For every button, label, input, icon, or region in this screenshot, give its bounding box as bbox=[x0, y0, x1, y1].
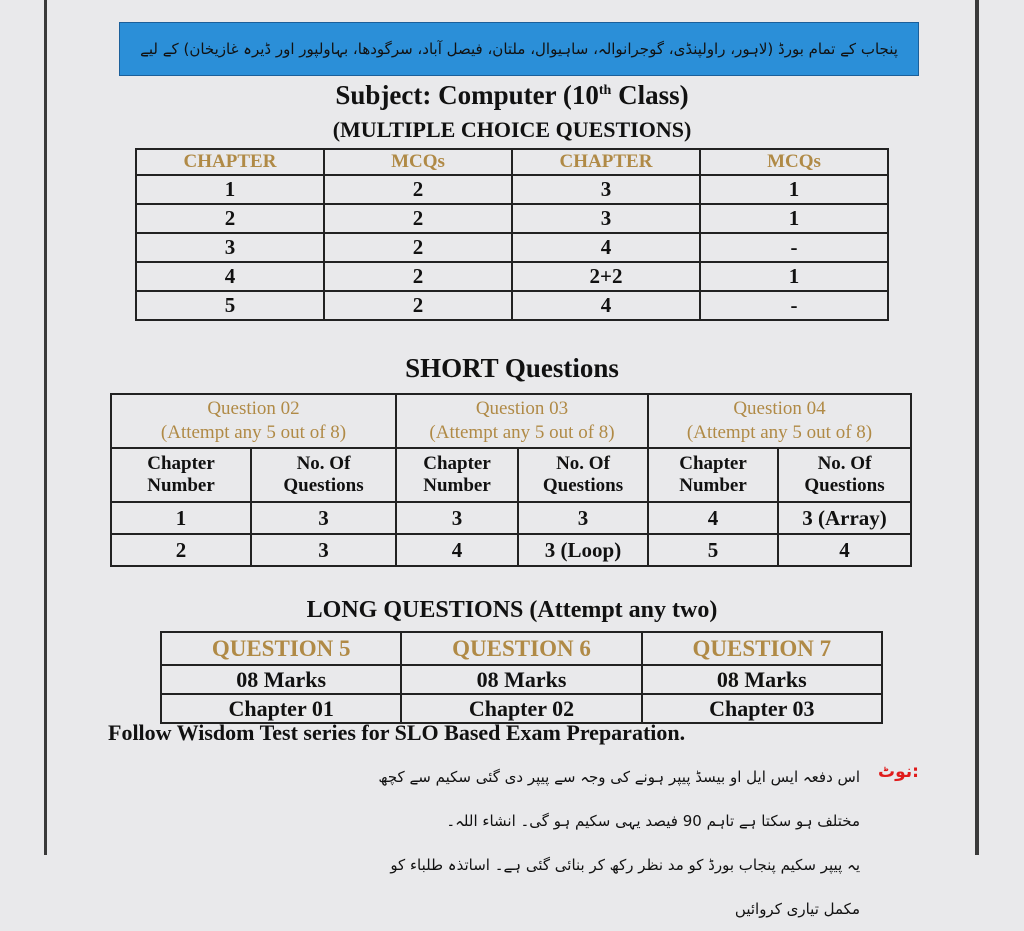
banner-text: پنجاب کے تمام بورڈ (لاہور، راولپنڈی، گوجرانوالہ، ساہیوال، ملتان، فیصل آباد، سرگودھا، بہاولپور اور ڈیرہ غازیخان) کے لیے bbox=[140, 40, 898, 58]
subheader-line: No. Of bbox=[296, 453, 351, 474]
marks-cell: 08 Marks bbox=[642, 665, 882, 694]
subheader-line: Number bbox=[679, 475, 747, 496]
short-cell: 3 bbox=[251, 534, 396, 566]
mcq-cell: 1 bbox=[700, 262, 888, 291]
short-group-header bbox=[111, 394, 396, 448]
mcq-cell: 3 bbox=[136, 233, 324, 262]
mcq-cell: 1 bbox=[700, 204, 888, 233]
note-line: اس دفعہ ایس ایل او بیسڈ پیپر ہونے کی وجہ سے پیپر دی گئی سکیم سے کچھ مختلف ہو سکتا ہے تاہم 90 فیصد یہی سکیم ہو گی۔ انشاء اللہ۔ bbox=[378, 768, 860, 830]
mcq-cell: 1 bbox=[136, 175, 324, 204]
long-header-cell: QUESTION 7 bbox=[642, 632, 882, 665]
table-row bbox=[111, 534, 911, 566]
group-title: Question 02 bbox=[207, 398, 300, 419]
subject-title bbox=[0, 80, 1024, 111]
short-subheader-row bbox=[111, 448, 911, 502]
subheader-line: Questions bbox=[283, 475, 364, 496]
short-cell: 2 bbox=[111, 534, 251, 566]
mcq-table bbox=[135, 148, 889, 321]
short-cell: 4 bbox=[778, 534, 911, 566]
short-group-row bbox=[111, 394, 911, 448]
short-questions-table bbox=[110, 393, 912, 567]
table-row bbox=[111, 502, 911, 534]
short-cell: 3 bbox=[396, 502, 518, 534]
table-row bbox=[136, 262, 888, 291]
note-line: یہ پیپر سکیم پنجاب بورڈ کو مد نظر رکھ کر بنائی گئی ہے۔ اساتذہ طلباء کو مکمل تیاری کروائیں bbox=[390, 856, 860, 918]
short-group-header bbox=[648, 394, 911, 448]
short-subheader bbox=[396, 448, 518, 502]
short-cell: 3 (Loop) bbox=[518, 534, 648, 566]
subheader-line: No. Of bbox=[556, 453, 610, 474]
marks-cell: 08 Marks bbox=[161, 665, 401, 694]
table-row bbox=[136, 291, 888, 320]
mcq-cell: 4 bbox=[512, 233, 700, 262]
mcq-header-cell: CHAPTER bbox=[512, 149, 700, 175]
table-row bbox=[161, 665, 882, 694]
short-cell: 5 bbox=[648, 534, 778, 566]
subheader-line: Number bbox=[423, 475, 491, 496]
table-row bbox=[136, 175, 888, 204]
short-group-header bbox=[396, 394, 648, 448]
mcq-cell: - bbox=[700, 233, 888, 262]
note-label: نوٹ: bbox=[878, 762, 919, 782]
chapter-cell: Chapter 01 bbox=[161, 694, 401, 723]
subject-title-suffix: Class) bbox=[611, 80, 689, 110]
long-questions-table bbox=[160, 631, 883, 724]
marks-cell: 08 Marks bbox=[401, 665, 641, 694]
table-row bbox=[136, 204, 888, 233]
subject-title-sup: th bbox=[598, 83, 612, 98]
long-header-cell: QUESTION 6 bbox=[401, 632, 641, 665]
long-title: LONG QUESTIONS (Attempt any two) bbox=[306, 597, 718, 623]
table-row bbox=[161, 694, 882, 723]
mcq-cell: 4 bbox=[512, 291, 700, 320]
short-cell: 4 bbox=[648, 502, 778, 534]
subject-title-text: Subject: Computer (10 bbox=[335, 80, 599, 110]
mcq-cell: 5 bbox=[136, 291, 324, 320]
short-cell: 3 (Array) bbox=[778, 502, 911, 534]
subheader-line: Chapter bbox=[679, 453, 747, 474]
group-title: Question 04 bbox=[733, 398, 826, 419]
mcq-cell: 4 bbox=[136, 262, 324, 291]
short-subheader bbox=[518, 448, 648, 502]
subheader-line: Chapter bbox=[147, 453, 215, 474]
short-subheader bbox=[648, 448, 778, 502]
long-header-row bbox=[161, 632, 882, 665]
group-note: (Attempt any 5 out of 8) bbox=[686, 422, 873, 443]
subheader-line: No. Of bbox=[817, 453, 872, 474]
subheader-line: Questions bbox=[542, 475, 624, 496]
long-header-cell: QUESTION 5 bbox=[161, 632, 401, 665]
short-cell: 3 bbox=[251, 502, 396, 534]
short-title: SHORT Questions bbox=[405, 353, 619, 383]
short-subheader bbox=[251, 448, 396, 502]
group-note: (Attempt any 5 out of 8) bbox=[429, 422, 615, 443]
short-cell: 3 bbox=[518, 502, 648, 534]
mcq-cell: 2 bbox=[324, 175, 512, 204]
mcq-cell: 2 bbox=[324, 204, 512, 233]
chapter-cell: Chapter 02 bbox=[401, 694, 641, 723]
mcq-cell: 1 bbox=[700, 175, 888, 204]
subheader-line: Chapter bbox=[423, 453, 491, 474]
mcq-cell: 3 bbox=[512, 175, 700, 204]
mcq-header-cell: CHAPTER bbox=[136, 149, 324, 175]
short-cell: 4 bbox=[396, 534, 518, 566]
table-row bbox=[136, 233, 888, 262]
subheader-line: Number bbox=[147, 475, 215, 496]
short-subheader bbox=[111, 448, 251, 502]
mcq-header-cell: MCQs bbox=[324, 149, 512, 175]
group-title: Question 03 bbox=[475, 398, 569, 419]
subheader-line: Questions bbox=[804, 475, 885, 496]
mcq-title: (MULTIPLE CHOICE QUESTIONS) bbox=[332, 117, 692, 142]
mcq-header-cell: MCQs bbox=[700, 149, 888, 175]
mcq-cell: 2 bbox=[324, 233, 512, 262]
mcq-cell: 2 bbox=[324, 291, 512, 320]
mcq-cell: - bbox=[700, 291, 888, 320]
board-banner bbox=[119, 22, 919, 76]
mcq-header-row bbox=[136, 149, 888, 175]
group-note: (Attempt any 5 out of 8) bbox=[160, 422, 347, 443]
mcq-cell: 2 bbox=[136, 204, 324, 233]
short-subheader bbox=[778, 448, 911, 502]
mcq-cell: 2+2 bbox=[512, 262, 700, 291]
follow-note: Follow Wisdom Test series for SLO Based Exam Preparation. bbox=[108, 720, 686, 745]
mcq-cell: 2 bbox=[324, 262, 512, 291]
mcq-cell: 3 bbox=[512, 204, 700, 233]
short-cell: 1 bbox=[111, 502, 251, 534]
urdu-note bbox=[360, 755, 860, 931]
chapter-cell: Chapter 03 bbox=[642, 694, 882, 723]
